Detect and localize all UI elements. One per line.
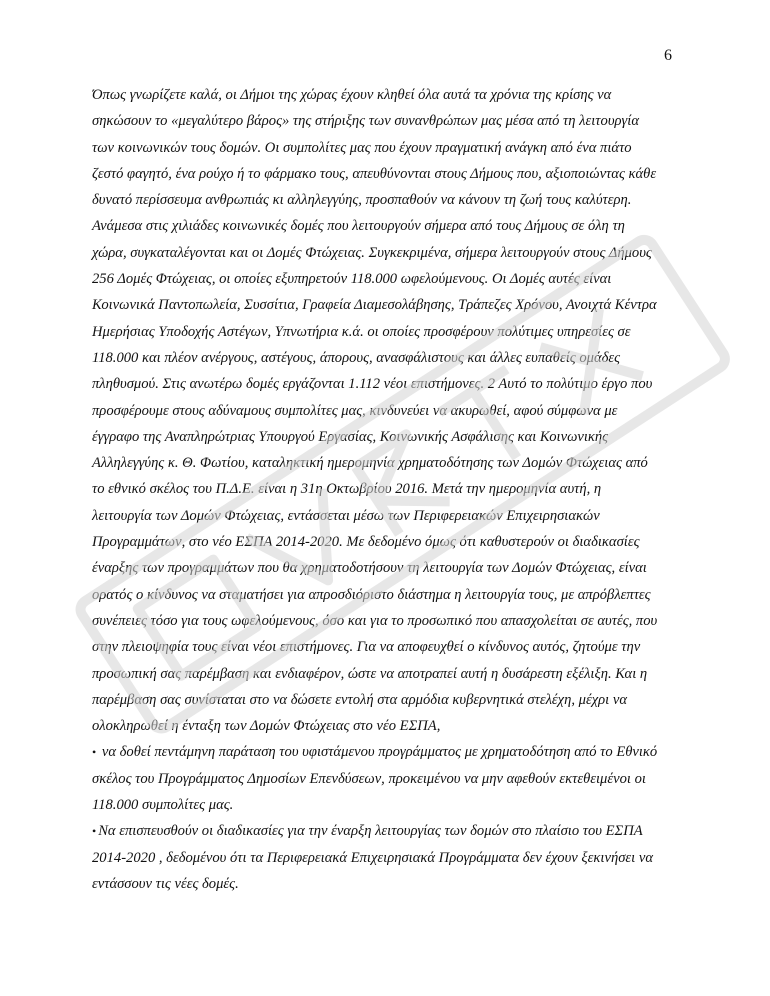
bullet-line: εντάσσουν τις νέες δομές. [92, 875, 239, 892]
paragraph-line: παρέμβαση σας συνίσταται στο να δώσετε εντολή στα αρμόδια κυβερνητικά στελέχη, μέχρι να [92, 691, 627, 708]
paragraph-line: προσωπική σας παρέμβαση και ενδιαφέρον, ώστε να αποτραπεί αυτή η δυσάρεστη εξέλιξη. Και η [92, 665, 648, 682]
paragraph-line: έναρξης των προγραμμάτων που θα χρηματοδοτήσουν τη λειτουργία των Δομών Φτώχειας, είναι [92, 560, 647, 577]
page-number: 6 [664, 47, 672, 64]
paragraph-line: ορατός ο κίνδυνος να σταματήσει για απροσδιόριστο διάστημα η λειτουργία τους, με απρόβλεπτες [92, 586, 651, 603]
paragraph-line: 256 Δομές Φτώχειας, οι οποίες εξυπηρετούν 118.000 ωφελούμενους. Οι Δομές αυτές είναι [92, 271, 612, 288]
paragraph-line: πληθυσμού. Στις ανωτέρω δομές εργάζονται 1.112 νέοι επιστήμονες. 2 Αυτό το πολύτιμο έργο που [92, 376, 653, 393]
paragraph-line: σηκώσουν το «μεγαλύτερο βάρος» της στήριξης των συνανθρώπων μας μέσα από τη λειτουργία [92, 113, 639, 130]
paragraph-line: δυνατό περίσσευμα ανθρωπιάς κι αλληλεγγύης, προσπαθούν να κάνουν τη ζωή τους καλύτερη. [92, 192, 632, 209]
paragraph-line: 118.000 και πλέον ανέργους, αστέγους, άπορους, ανασφάλιστους και άλλες ευπαθείς ομάδες [92, 349, 621, 366]
paragraph-line: Ημερήσιας Υποδοχής Αστέγων, Υπνωτήρια κ.ά. οι οποίες προσφέρουν πολύτιμες υπηρεσίες σε [92, 323, 631, 340]
bullet-line: 118.000 συμπολίτες μας. [92, 797, 234, 814]
bullet-line [92, 818, 688, 844]
paragraph-line: το εθνικό σκέλος του Π.Δ.Ε. είναι η 31η Οκτωβρίου 2016. Μετά την ημερομηνία αυτή, η [92, 481, 602, 498]
bullet-line: σκέλος του Προγράμματος Δημοσίων Επενδύσεων, προκειμένου να μην αφεθούν εκτεθειμένοι οι [92, 770, 646, 787]
paragraph-line: Όπως γνωρίζετε καλά, οι Δήμοι της χώρας έχουν κληθεί όλα αυτά τα χρόνια της κρίσης να [92, 87, 612, 103]
paragraph-line: συνέπειες τόσο για τους ωφελούμενους, όσο και για το προσωπικό που απασχολείται σε αυτές, που [92, 612, 658, 629]
paragraph-line: Προγραμμάτων, στο νέο ΕΣΠΑ 2014-2020. Με δεδομένο όμως ότι καθυστερούν οι διαδικασίες [92, 534, 640, 551]
letter-body [92, 82, 688, 897]
paragraph-line: προσφέρουμε στους αδύναμους συμπολίτες μας, κινδυνεύει να ακυρωθεί, αφού σύμφωνα με [92, 402, 618, 419]
paragraph-line: έγγραφο της Αναπληρώτριας Υπουργού Εργασίας, Κοινωνικής Ασφάλισης και Κοινωνικής [92, 428, 609, 445]
bullet-text: Να επισπευσθούν οι διαδικασίες για την έναρξη λειτουργίας των δομών στο πλαίσιο του ΕΣΠΑ [98, 823, 643, 840]
paragraph-line: στην πλειοψηφία τους είναι νέοι επιστήμονες. Για να αποφευχθεί ο κίνδυνος αυτός, ζητούμε την [92, 639, 641, 656]
bullet-line [92, 739, 688, 765]
bullet-icon: • [92, 824, 97, 839]
bullet-item-acceleration [92, 818, 688, 897]
bullet-text: να δοθεί πεντάμηνη παράταση του υφιστάμενου προγράμματος με χρηματοδότηση από το Εθνικό [101, 744, 658, 761]
bullet-icon: • [92, 745, 97, 760]
paragraph-line: ζεστό φαγητό, ένα ρούχο ή το φάρμακο τους, απευθύνονται στους Δήμους που, αξιοποιώντας κάθε [92, 165, 657, 182]
paragraph-line: των κοινωνικών τους δομών. Οι συμπολίτες μας που έχουν πραγματική ανάγκη από ένα πιάτο [92, 139, 632, 156]
paragraph-line: χώρα, συγκαταλέγονται και οι Δομές Φτώχειας. Συγκεκριμένα, σήμερα λειτουργούν στους Δήμους [92, 244, 652, 261]
main-paragraph [92, 82, 688, 739]
paragraph-line: Ανάμεσα στις χιλιάδες κοινωνικές δομές που λειτουργούν σήμερα από τους Δήμους σε όλη τη [92, 218, 625, 235]
paragraph-line: λειτουργία των Δομών Φτώχειας, εντάσσεται μέσω των Περιφερειακών Επιχειρησιακών [92, 507, 600, 524]
paragraph-line: Αλληλεγγύης κ. Θ. Φωτίου, καταληκτική ημερομηνία χρηματοδότησης των Δομών Φτώχειας από [92, 455, 648, 472]
bullet-item-extension [92, 739, 688, 818]
paragraph-line: ολοκληρωθεί η ένταξη των Δομών Φτώχειας στο νέο ΕΣΠΑ, [92, 718, 441, 735]
paragraph-line: Κοινωνικά Παντοπωλεία, Συσσίτια, Γραφεία Διαμεσολάβησης, Τράπεζες Χρόνου, Ανοιχτά Κέντρα [92, 297, 657, 314]
bullet-line: 2014-2020 , δεδομένου ότι τα Περιφερειακά Επιχειρησιακά Προγράμματα δεν έχουν ξεκινήσει να [92, 849, 653, 866]
